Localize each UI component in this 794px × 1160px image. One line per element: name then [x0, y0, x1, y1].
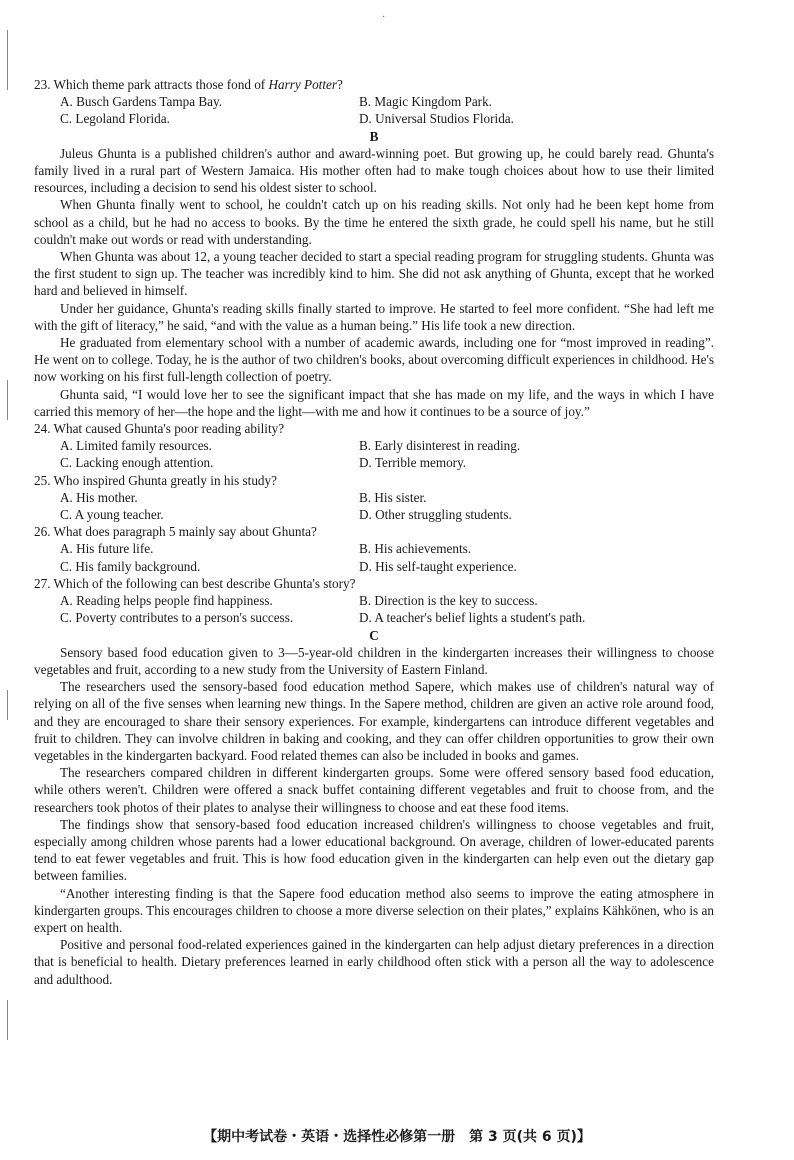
option-d: D. Terrible memory. — [359, 455, 467, 471]
option-d: D. Other struggling students. — [359, 507, 512, 523]
paragraph: Juleus Ghunta is a published children's author and award-winning poet. But growing up, he could barely read. Ghunta's family lived in a rural part of Western Jamaica. His mother often had to make tough choices about how to use their limited resources, including a decision to send his oldest sister to school. — [34, 145, 714, 196]
passage-b — [34, 145, 714, 420]
option-c: C. His family background. — [60, 558, 201, 574]
option-a: A. His future life. — [60, 541, 154, 557]
option-b: B. Magic Kingdom Park. — [359, 94, 492, 110]
option-c: C. A young teacher. — [60, 507, 164, 523]
option-a: A. Limited family resources. — [60, 438, 212, 454]
option-d: D. His self-taught experience. — [359, 558, 517, 574]
section-heading-b: B — [369, 128, 379, 144]
option-grid — [34, 437, 714, 471]
option-b: B. Direction is the key to success. — [359, 593, 538, 609]
option-b: B. His achievements. — [359, 541, 472, 557]
paragraph: Sensory based food education given to 3—5-year-old children in the kindergarten increases their willingness to choose vegetables and fruit, according to a new study from the University of Eastern Finland. — [34, 644, 714, 677]
paragraph: Positive and personal food-related experiences gained in the kindergarten can help adjust dietary preferences in a direction that is beneficial to health. Dietary preferences learned in early childhood often stick with a person all the way to adolescence and adulthood. — [34, 937, 714, 987]
book-title: Harry Potter — [268, 77, 337, 92]
section-heading-c: C — [369, 627, 379, 643]
option-c: C. Lacking enough attention. — [60, 455, 214, 471]
option-c: C. Poverty contributes to a person's success. — [60, 610, 294, 626]
question-stem: 23. Which theme park attracts those fond of Harry Potter? — [34, 77, 343, 92]
option-b: B. His sister. — [359, 489, 427, 505]
question-24 — [34, 420, 714, 472]
paragraph: Ghunta said, “I would love her to see the significant impact that she has made on my life, and the ways in which I have carried this memory of her—the hope and the light—with me and how it continues to be a source of joy.” — [34, 386, 714, 419]
paragraph: The researchers used the sensory-based food education method Sapere, which makes use of children's natural way of relying on all of the five senses when learning new things. In the Sapere method, children are given an active role around food, and they are encouraged to share their sensory experiences. For example, kindergartens can introduce different vegetables and fruit to children. They can involve children in baking and cooking, and they can offer children opportunities to grow their own vegetables in the kindergarten backyard. Food related themes can also be included in books and games. — [34, 679, 714, 763]
paragraph: When Ghunta finally went to school, he couldn't catch up on his reading skills. Not only had he been kept home from school as a child, but he had no access to books. By the time he entered the sixth grade, he could spell his name, but he still couldn't make out words or read with understanding. — [34, 197, 714, 247]
option-d: D. A teacher's belief lights a student's path. — [359, 610, 586, 626]
option-a: A. Busch Gardens Tampa Bay. — [60, 94, 223, 110]
question-stem: 27. Which of the following can best describe Ghunta's story? — [34, 575, 356, 591]
scan-dot: · — [382, 12, 386, 23]
option-b: B. Early disinterest in reading. — [359, 438, 521, 454]
option-a: A. His mother. — [60, 489, 138, 505]
option-grid — [34, 489, 714, 523]
paragraph: The findings show that sensory-based food education increased children's willingness to choose vegetables and fruit, especially among children whose parents had a lower educational background. On average, children of lower-educated parents tend to eat fewer vegetables and fruit. This is how food education given in the kindergarten can help even out the dietary gap between families. — [34, 816, 714, 884]
question-25 — [34, 472, 714, 524]
option-d: D. Universal Studios Florida. — [359, 111, 514, 127]
question-26 — [34, 523, 714, 575]
margin-line — [7, 1000, 8, 1040]
option-c: C. Legoland Florida. — [60, 111, 170, 127]
paragraph: Under her guidance, Ghunta's reading skills finally started to improve. He started to feel more confident. “She had left me with the gift of literacy,” he said, “and with the value as a human being.” His life took a new direction. — [34, 300, 714, 333]
option-grid — [34, 540, 714, 574]
option-a: A. Reading helps people find happiness. — [60, 593, 273, 609]
margin-line — [7, 30, 8, 90]
margin-line — [7, 690, 8, 720]
page-footer: 【期中考试卷・英语・选择性必修第一册 第 3 页(共 6 页)】 — [203, 1129, 591, 1145]
paragraph: “Another interesting finding is that the Sapere food education method also seems to improve the eating atmosphere in kindergarten groups. This encourages children to choose a more diverse selection on their plates,” explains Kähkönen, who is an expert on health. — [34, 885, 714, 935]
question-23 — [34, 76, 714, 128]
question-27 — [34, 575, 714, 627]
paragraph: He graduated from elementary school with a number of academic awards, including one for “most improved in reading”. He went on to college. Today, he is the author of two children's books, about overcoming difficult experiences in childhood. He's now working on his first full-length collection of poetry. — [34, 335, 715, 385]
question-stem: 25. Who inspired Ghunta greatly in his study? — [34, 472, 277, 488]
question-stem: 24. What caused Ghunta's poor reading ability? — [34, 421, 285, 437]
option-grid — [34, 592, 714, 626]
passage-c — [34, 644, 714, 988]
exam-content — [34, 76, 714, 988]
question-stem: 26. What does paragraph 5 mainly say about Ghunta? — [34, 524, 317, 540]
paragraph: When Ghunta was about 12, a young teacher decided to start a special reading program for struggling students. Ghunta was the first student to sign up. The teacher was incredibly kind to him. She did not ask anything of Ghunta, except that he worked hard and believed in himself. — [34, 249, 714, 299]
paragraph: The researchers compared children in different kindergarten groups. Some were offered sensory based food education, while others weren't. Children were offered a snack buffet containing different vegetables and fruit to choose from, and the researchers took photos of their plates to analyse their willingness to choose and eat these food items. — [34, 765, 714, 815]
option-grid — [34, 93, 714, 127]
margin-line — [7, 380, 8, 420]
